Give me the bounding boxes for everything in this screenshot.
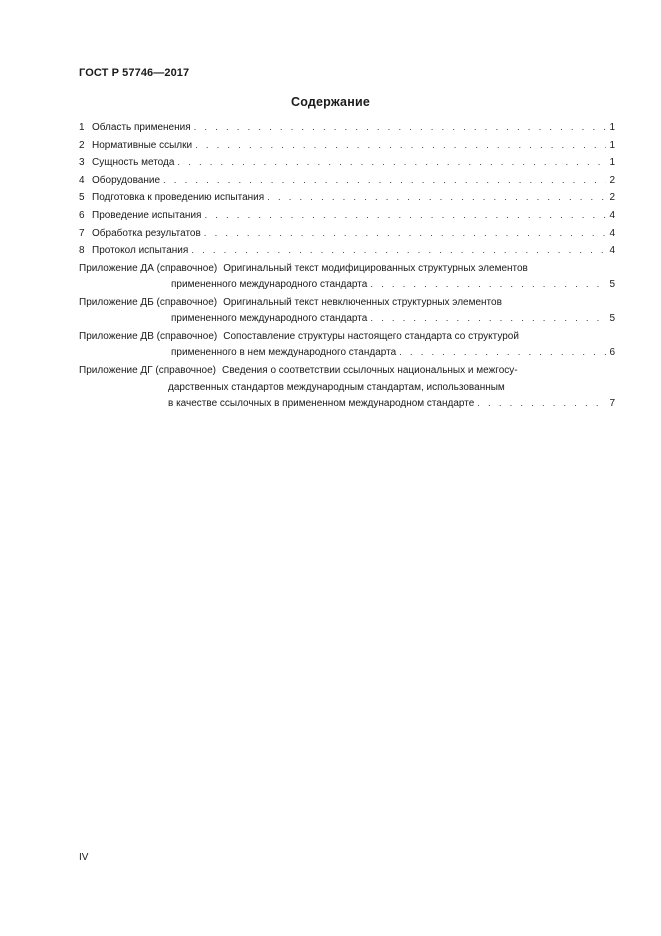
section-number: 8 <box>79 245 85 257</box>
appendix-title-line: Оригинальный текст невключенных структурных элементов <box>223 296 502 308</box>
appendix-title-line: примененного международного стандарта <box>171 313 368 325</box>
dot-leader <box>177 155 606 172</box>
section-number: 5 <box>79 192 85 204</box>
page-number: 1 <box>609 139 615 151</box>
footer-page-number: IV <box>79 852 89 863</box>
section-number: 6 <box>79 209 85 221</box>
dot-leader <box>191 243 606 260</box>
appendix-title-line: Оригинальный текст модифицированных структурных элементов <box>223 262 528 274</box>
dot-leader <box>163 173 606 190</box>
page-number: 4 <box>609 209 615 221</box>
appendix-title-line: Сведения о соответствии ссылочных национальных и межгосу- <box>222 365 518 377</box>
page-number: 4 <box>609 227 615 239</box>
page-number: 4 <box>609 245 615 257</box>
toc-entry-section-2[interactable] <box>79 138 615 155</box>
appendix-prefix: Приложение ДБ (справочное) <box>79 296 218 308</box>
table-of-contents <box>79 120 615 413</box>
section-number: 3 <box>79 157 85 169</box>
appendix-title-line: примененного в нем международного стандарта <box>171 347 397 359</box>
page-number: 2 <box>609 192 615 204</box>
section-title: Область применения <box>92 122 191 133</box>
toc-entry-section-5[interactable] <box>79 190 615 207</box>
document-header: ГОСТ Р 57746—2017 <box>79 67 190 79</box>
section-number: 1 <box>79 122 85 133</box>
page-number: 6 <box>609 347 615 359</box>
section-title: Обработка результатов <box>92 227 201 239</box>
toc-entry-section-7[interactable] <box>79 226 615 243</box>
toc-title: Содержание <box>290 95 370 109</box>
dot-leader <box>195 138 606 155</box>
dot-leader <box>477 396 606 413</box>
appendix-prefix: Приложение ДГ (справочное) <box>79 365 216 377</box>
section-number: 7 <box>79 227 85 239</box>
appendix-title-line: дарственных стандартов международным стандартам, использованным <box>168 381 505 393</box>
dot-leader <box>370 277 606 294</box>
toc-entry-section-6[interactable] <box>79 208 615 225</box>
toc-entry-appendix-dg[interactable] <box>79 363 615 413</box>
appendix-prefix: Приложение ДА (справочное) <box>79 262 218 274</box>
toc-entry-appendix-db[interactable] <box>79 295 615 328</box>
page-number: 5 <box>609 279 615 291</box>
section-title: Сущность метода <box>92 157 175 169</box>
toc-entry-section-8[interactable] <box>79 243 615 260</box>
section-title: Оборудование <box>92 174 161 186</box>
appendix-prefix: Приложение ДВ (справочное) <box>79 330 218 342</box>
section-title: Нормативные ссылки <box>92 139 193 151</box>
page-number: 1 <box>609 122 615 133</box>
appendix-title-line: Сопоставление структуры настоящего стандарта со структурой <box>223 330 519 342</box>
appendix-title-line: примененного международного стандарта <box>171 279 368 291</box>
toc-entry-section-3[interactable] <box>79 155 615 172</box>
page-number: 7 <box>609 398 615 410</box>
toc-entry-section-4[interactable] <box>79 173 615 190</box>
section-number: 2 <box>79 139 85 151</box>
section-number: 4 <box>79 174 85 186</box>
page-number: 1 <box>609 157 615 169</box>
section-title: Проведение испытания <box>92 209 202 221</box>
toc-entry-section-1[interactable] <box>79 120 615 137</box>
toc-entry-appendix-da[interactable] <box>79 261 615 294</box>
appendix-title-line: в качестве ссылочных в примененном международном стандарте <box>168 398 475 410</box>
dot-leader <box>370 311 606 328</box>
toc-entry-appendix-dv[interactable] <box>79 329 615 362</box>
dot-leader <box>399 345 606 362</box>
page-number: 5 <box>609 313 615 325</box>
section-title: Подготовка к проведению испытания <box>92 192 265 204</box>
dot-leader <box>267 190 606 207</box>
section-title: Протокол испытания <box>92 245 189 257</box>
dot-leader <box>204 208 606 225</box>
page-number: 2 <box>609 174 615 186</box>
dot-leader <box>194 120 606 137</box>
dot-leader <box>204 226 606 243</box>
